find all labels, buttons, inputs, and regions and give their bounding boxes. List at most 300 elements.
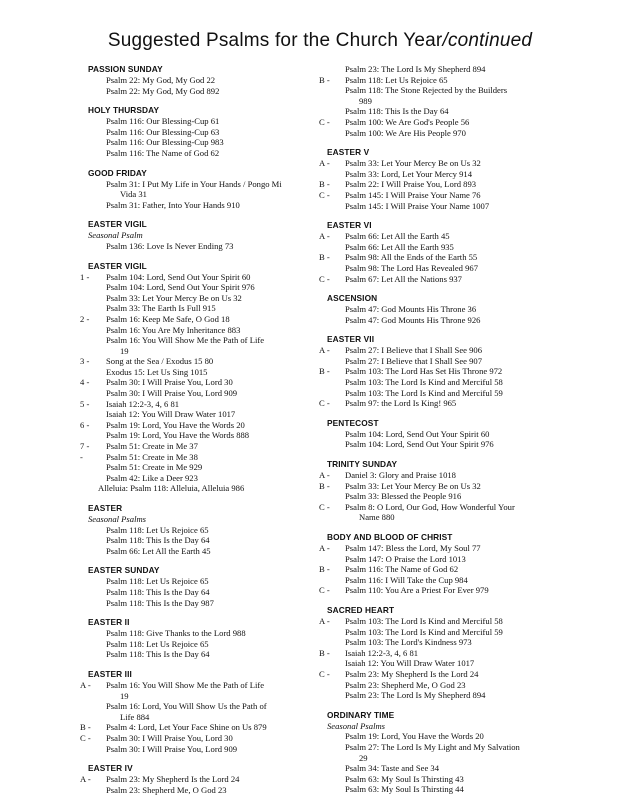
psalm-entry bbox=[88, 127, 316, 138]
entry-marker: A - bbox=[319, 470, 330, 481]
entry-text: Psalm 31: I Put My Life in Your Hands / Pongo Mi bbox=[106, 178, 282, 189]
entry-text: Psalm 16: Keep Me Safe, O God 18 bbox=[106, 313, 230, 324]
psalm-entry bbox=[319, 189, 587, 201]
entry-marker bbox=[88, 179, 106, 190]
entry-text: Psalm 22: My God, My God 892 bbox=[106, 85, 220, 96]
psalm-entry bbox=[327, 637, 587, 648]
psalm-section bbox=[88, 168, 316, 211]
entry-text: Psalm 27: I Believe that I Shall See 907 bbox=[345, 355, 483, 366]
entry-marker bbox=[88, 691, 112, 702]
entry-text: Psalm 22: I Will Praise You, Lord 893 bbox=[345, 179, 477, 190]
psalm-entry bbox=[319, 501, 587, 513]
entry-marker bbox=[327, 106, 345, 117]
entry-marker bbox=[88, 137, 106, 148]
entry-text: Psalm 51: Create in Me 37 bbox=[106, 441, 198, 452]
entry-text: Psalm 66: Let All the Earth 45 bbox=[106, 545, 211, 556]
psalm-entry bbox=[319, 470, 587, 481]
section-heading: BODY AND BLOOD OF CHRIST bbox=[327, 532, 453, 542]
psalm-entry bbox=[88, 388, 316, 399]
entry-marker bbox=[88, 200, 106, 211]
entry-marker bbox=[327, 64, 345, 75]
psalm-section bbox=[88, 105, 316, 158]
psalm-entry bbox=[319, 543, 587, 554]
entry-text: Psalm 66: Let All the Earth 45 bbox=[345, 231, 450, 242]
section-heading: PENTECOST bbox=[327, 417, 379, 428]
entry-marker bbox=[88, 649, 106, 660]
entry-marker bbox=[327, 774, 345, 785]
psalm-section bbox=[88, 565, 316, 608]
entry-text: Psalm 116: The Name of God 62 bbox=[345, 564, 459, 575]
entry-text: Psalm 118: This Is the Day 64 bbox=[106, 586, 210, 597]
entry-text: Psalm 23: My Shepherd Is the Lord 24 bbox=[106, 774, 240, 785]
entry-marker bbox=[88, 388, 106, 399]
psalm-section bbox=[319, 147, 587, 211]
psalm-entry bbox=[327, 731, 587, 742]
entry-marker: A - bbox=[80, 679, 91, 690]
psalm-entry bbox=[88, 462, 316, 473]
psalm-entry bbox=[319, 615, 587, 627]
entry-text: Life 884 bbox=[120, 711, 150, 722]
entry-marker bbox=[327, 658, 345, 669]
right-column bbox=[319, 64, 587, 804]
psalm-entry bbox=[327, 377, 587, 388]
psalm-entry bbox=[319, 231, 587, 242]
psalm-entry bbox=[327, 64, 587, 75]
entry-text: Psalm 30: I Will Praise You, Lord 30 bbox=[106, 377, 233, 388]
entry-text: Psalm 116: Our Blessing-Cup 983 bbox=[106, 137, 224, 148]
entry-marker bbox=[88, 325, 106, 336]
section-heading: HOLY THURSDAY bbox=[88, 105, 160, 116]
entry-text: Psalm 47: God Mounts His Throne 926 bbox=[345, 314, 481, 325]
entry-marker: B - bbox=[319, 179, 330, 190]
psalm-entry bbox=[327, 96, 587, 107]
entry-marker: B - bbox=[319, 647, 330, 658]
psalm-entry bbox=[88, 701, 316, 712]
psalm-entry bbox=[319, 480, 587, 492]
entry-marker bbox=[88, 409, 106, 420]
entry-marker bbox=[327, 491, 345, 502]
section-heading: TRINITY SUNDAY bbox=[327, 459, 398, 470]
entry-marker bbox=[88, 473, 106, 484]
psalm-entry bbox=[88, 639, 316, 650]
entry-text: Psalm 103: The Lord's Kindness 973 bbox=[345, 637, 472, 648]
psalm-entry bbox=[88, 525, 316, 536]
section-heading: ASCENSION bbox=[327, 293, 378, 304]
entry-marker bbox=[88, 241, 106, 252]
psalm-entry bbox=[80, 722, 316, 733]
psalm-entry bbox=[327, 690, 587, 701]
entry-text: Psalm 118: This Is the Day 64 bbox=[345, 106, 449, 117]
psalm-section bbox=[319, 220, 587, 284]
psalm-entry bbox=[88, 744, 316, 755]
entry-marker: C - bbox=[80, 732, 91, 743]
psalm-section bbox=[319, 64, 587, 138]
entry-marker bbox=[88, 525, 106, 536]
entry-text: Psalm 51: Create in Me 929 bbox=[106, 462, 203, 473]
entry-marker: A - bbox=[319, 543, 330, 553]
entry-marker bbox=[327, 388, 345, 399]
psalm-section bbox=[319, 334, 587, 409]
psalm-entry bbox=[88, 535, 316, 546]
page-title bbox=[0, 30, 640, 52]
psalm-entry bbox=[88, 303, 316, 314]
entry-text: 19 bbox=[120, 345, 129, 356]
entry-text: Psalm 23: Shepherd Me, O God 23 bbox=[345, 679, 466, 690]
entry-marker bbox=[88, 335, 106, 346]
psalm-entry bbox=[88, 75, 316, 86]
entry-text: Psalm 67: Let All the Nations 937 bbox=[345, 273, 462, 284]
psalm-entry bbox=[88, 587, 316, 598]
entry-text: Psalm 31: Father, Into Your Hands 910 bbox=[106, 199, 240, 210]
psalm-section bbox=[80, 763, 316, 795]
entry-marker: C - bbox=[319, 189, 330, 200]
entry-marker: 4 - bbox=[80, 377, 90, 388]
psalm-section bbox=[327, 710, 587, 795]
psalm-entry bbox=[88, 628, 316, 639]
entry-marker: B - bbox=[319, 74, 330, 85]
entry-text: Psalm 19: Lord, You Have the Words 888 bbox=[106, 430, 250, 441]
psalm-entry bbox=[327, 774, 587, 785]
psalm-entry bbox=[80, 377, 316, 388]
entry-text: Psalm 19: Lord, You Have the Words 20 bbox=[345, 731, 484, 742]
entry-text: Psalm 66: Let All the Earth 935 bbox=[345, 241, 454, 252]
entry-text: Psalm 63: My Soul Is Thirsting 43 bbox=[345, 773, 464, 784]
psalm-entry bbox=[88, 200, 316, 211]
section-heading: EASTER III bbox=[88, 668, 132, 679]
entry-marker: B - bbox=[319, 252, 330, 263]
entry-marker: A - bbox=[80, 774, 91, 785]
entry-text: Psalm 23: The Lord Is My Shepherd 894 bbox=[345, 690, 486, 701]
psalm-entry bbox=[88, 179, 316, 190]
entry-text: Psalm 51: Create in Me 38 bbox=[106, 451, 198, 462]
psalm-entry bbox=[319, 158, 587, 169]
psalm-entry bbox=[88, 576, 316, 587]
section-heading: ORDINARY TIME bbox=[327, 709, 395, 720]
entry-marker bbox=[88, 303, 106, 314]
section-heading: EASTER VIGIL bbox=[88, 260, 147, 271]
entry-marker: 2 - bbox=[80, 313, 90, 324]
psalm-entry bbox=[319, 345, 587, 356]
psalm-entry bbox=[327, 784, 587, 795]
entry-marker: A - bbox=[319, 231, 330, 242]
entry-marker: 5 - bbox=[80, 398, 90, 409]
entry-marker bbox=[88, 701, 106, 712]
psalm-entry bbox=[327, 680, 587, 691]
entry-text: Psalm 33: Let Your Mercy Be on Us 32 bbox=[345, 158, 481, 169]
entry-marker bbox=[88, 587, 106, 598]
psalm-entry bbox=[319, 668, 587, 680]
entry-text: Name 880 bbox=[359, 512, 395, 523]
psalm-section bbox=[319, 604, 587, 701]
psalm-entry bbox=[88, 116, 316, 127]
psalm-entry bbox=[327, 627, 587, 638]
section-heading: EASTER IV bbox=[88, 763, 133, 774]
entry-text: Psalm 147: O Praise the Lord 1013 bbox=[345, 553, 466, 564]
entry-text: 989 bbox=[359, 95, 372, 106]
psalm-entry bbox=[327, 753, 587, 764]
entry-marker bbox=[327, 637, 345, 648]
psalm-entry bbox=[88, 189, 316, 200]
entry-text: Exodus 15: Let Us Sing 1015 bbox=[106, 366, 208, 377]
entry-marker: B - bbox=[80, 722, 91, 733]
entry-text: Psalm 23: My Shepherd Is the Lord 24 bbox=[345, 668, 479, 679]
psalm-section bbox=[319, 532, 587, 596]
psalm-entry bbox=[80, 679, 316, 691]
section-heading: EASTER VIGIL bbox=[88, 219, 147, 230]
entry-text: Psalm 33: Let Your Mercy Be on Us 32 bbox=[345, 480, 481, 491]
psalm-entry bbox=[88, 546, 316, 557]
entry-text: Psalm 103: The Lord Is Kind and Merciful 59 bbox=[345, 626, 503, 637]
entry-marker: C - bbox=[319, 273, 330, 284]
entry-text: Psalm 63: My Soul Is Thirsting 44 bbox=[345, 784, 464, 795]
entry-marker: B - bbox=[319, 366, 330, 377]
entry-text: Psalm 145: I Will Praise Your Name 76 bbox=[345, 189, 481, 200]
entry-marker bbox=[327, 554, 345, 565]
entry-text: Psalm 118: The Stone Rejected by the Builders bbox=[345, 85, 508, 96]
entry-text: Psalm 116: Our Blessing-Cup 61 bbox=[106, 116, 220, 127]
entry-marker bbox=[327, 680, 345, 691]
psalm-section bbox=[88, 64, 316, 96]
entry-text: Psalm 147: Bless the Lord, My Soul 77 bbox=[345, 543, 481, 553]
psalm-entry bbox=[319, 116, 587, 128]
entry-text: Psalm 118: Let Us Rejoice 65 bbox=[106, 638, 209, 649]
entry-marker bbox=[327, 96, 351, 107]
entry-text: Psalm 100: We Are His People 970 bbox=[345, 127, 466, 138]
entry-marker bbox=[88, 148, 106, 159]
entry-text: Isaiah 12:2-3, 4, 6 81 bbox=[106, 398, 180, 409]
section-heading: SACRED HEART bbox=[327, 604, 395, 615]
psalm-entry bbox=[327, 742, 587, 753]
psalm-entry bbox=[327, 128, 587, 139]
entry-marker bbox=[327, 575, 345, 586]
psalm-entry bbox=[88, 483, 316, 494]
psalm-section bbox=[88, 503, 316, 556]
entry-text: Psalm 42: Like a Deer 923 bbox=[106, 472, 198, 483]
entry-text: Psalm 30: I Will Praise You, Lord 30 bbox=[106, 732, 233, 743]
psalm-entry bbox=[327, 242, 587, 253]
entry-marker bbox=[88, 189, 112, 200]
entry-text: Psalm 104: Lord, Send Out Your Spirit 60 bbox=[345, 428, 490, 439]
psalm-entry bbox=[327, 388, 587, 399]
entry-marker: C - bbox=[319, 585, 330, 596]
entry-marker: C - bbox=[319, 398, 330, 409]
entry-marker: C - bbox=[319, 501, 330, 512]
entry-marker bbox=[327, 169, 345, 180]
psalm-entry bbox=[327, 658, 587, 669]
psalm-entry bbox=[80, 419, 316, 431]
psalm-entry bbox=[80, 271, 316, 283]
entry-marker bbox=[327, 512, 351, 523]
psalm-entry bbox=[327, 304, 587, 315]
psalm-section bbox=[327, 293, 587, 325]
entry-marker bbox=[327, 731, 345, 742]
entry-marker: C - bbox=[319, 668, 330, 679]
psalm-entry bbox=[80, 313, 316, 325]
entry-text: Psalm 34: Taste and See 34 bbox=[345, 763, 439, 774]
section-heading: PASSION SUNDAY bbox=[88, 64, 163, 74]
psalm-entry bbox=[88, 137, 316, 148]
psalm-entry bbox=[319, 252, 587, 263]
psalm-entry bbox=[80, 732, 316, 744]
entry-text: Psalm 110: You Are a Priest For Ever 979 bbox=[345, 585, 489, 596]
entry-marker bbox=[327, 315, 345, 326]
entry-text: Psalm 118: This Is the Day 64 bbox=[106, 535, 210, 546]
entry-marker bbox=[88, 367, 106, 378]
entry-marker bbox=[88, 598, 106, 609]
psalm-entry bbox=[327, 439, 587, 450]
entry-text: Psalm 47: God Mounts His Throne 36 bbox=[345, 304, 477, 315]
psalm-section bbox=[80, 668, 316, 754]
entry-marker bbox=[327, 128, 345, 139]
psalm-entry bbox=[327, 315, 587, 326]
entry-marker bbox=[88, 293, 106, 304]
entry-marker bbox=[88, 712, 112, 723]
entry-text: Psalm 33: Let Your Mercy Be on Us 32 bbox=[106, 292, 242, 303]
entry-text: Psalm 116: I Will Take the Cup 984 bbox=[345, 574, 468, 585]
psalm-entry bbox=[319, 647, 587, 659]
entry-marker bbox=[88, 430, 106, 441]
entry-text: Psalm 118: Let Us Rejoice 65 bbox=[106, 576, 209, 587]
psalm-entry bbox=[88, 293, 316, 304]
entry-text: Alleluia: Psalm 118: Alleluia, Alleluia 986 bbox=[98, 483, 245, 494]
entry-marker: C - bbox=[319, 116, 330, 127]
psalm-entry bbox=[319, 74, 587, 86]
psalm-section bbox=[88, 219, 316, 251]
psalm-entry bbox=[88, 367, 316, 378]
psalm-entry bbox=[80, 774, 316, 785]
entry-text: Psalm 104: Lord, Send Out Your Spirit 976 bbox=[345, 439, 494, 450]
entry-text: Psalm 100: We Are God's People 56 bbox=[345, 116, 470, 127]
entry-marker bbox=[88, 282, 106, 293]
entry-marker: 3 - bbox=[80, 356, 90, 367]
entry-text: Psalm 136: Love Is Never Ending 73 bbox=[106, 240, 234, 251]
page-title-continued: /continued bbox=[442, 30, 533, 51]
psalm-entry bbox=[319, 366, 587, 377]
entry-marker bbox=[327, 201, 345, 212]
entry-marker bbox=[327, 304, 345, 315]
psalm-entry bbox=[319, 398, 587, 409]
section-heading: EASTER VI bbox=[327, 220, 372, 231]
entry-text: Song at the Sea / Exodus 15 80 bbox=[106, 356, 214, 367]
entry-text: Psalm 23: The Lord Is My Shepherd 894 bbox=[345, 64, 486, 74]
psalm-entry bbox=[327, 263, 587, 274]
psalm-entry bbox=[88, 282, 316, 293]
entry-marker bbox=[327, 429, 345, 440]
psalm-entry bbox=[88, 335, 316, 346]
entry-text: Psalm 16: You Will Show Me the Path of Life bbox=[106, 335, 265, 346]
section-subheading: Seasonal Psalms bbox=[88, 514, 147, 524]
entry-marker bbox=[88, 744, 106, 755]
entry-text: Psalm 23: Shepherd Me, O God 23 bbox=[106, 784, 227, 795]
entry-marker bbox=[88, 127, 106, 138]
entry-marker bbox=[327, 690, 345, 701]
entry-text: Psalm 103: The Lord Is Kind and Merciful 59 bbox=[345, 387, 503, 398]
psalm-entry bbox=[319, 273, 587, 285]
psalm-entry bbox=[327, 554, 587, 565]
psalm-entry bbox=[88, 241, 316, 252]
entry-marker: 6 - bbox=[80, 419, 90, 430]
entry-text: Psalm 27: I Believe that I Shall See 906 bbox=[345, 345, 483, 356]
psalm-entry bbox=[80, 451, 316, 463]
entry-text: Psalm 33: The Earth Is Full 915 bbox=[106, 303, 216, 314]
entry-marker bbox=[88, 346, 112, 357]
entry-marker bbox=[88, 576, 106, 587]
entry-text: Psalm 33: Blessed the People 916 bbox=[345, 491, 462, 502]
entry-text: Psalm 16: Lord, You Will Show Us the Path of bbox=[106, 701, 267, 712]
entry-marker bbox=[327, 356, 345, 367]
entry-marker bbox=[88, 628, 106, 639]
entry-text: Psalm 103: The Lord Is Kind and Merciful 58 bbox=[345, 377, 503, 388]
entry-text: Daniel 3: Glory and Praise 1018 bbox=[345, 470, 456, 481]
psalm-entry bbox=[327, 201, 587, 212]
entry-text: Psalm 4: Lord, Let Your Face Shine on Us 879 bbox=[106, 722, 267, 733]
psalm-entry bbox=[80, 356, 316, 367]
psalm-entry bbox=[327, 763, 587, 774]
entry-marker: 1 - bbox=[80, 271, 90, 282]
entry-text: Psalm 145: I Will Praise Your Name 1007 bbox=[345, 200, 490, 211]
entry-text: Psalm 118: Give Thanks to the Lord 988 bbox=[106, 628, 246, 639]
psalm-entry bbox=[327, 429, 587, 440]
entry-text: Isaiah 12: You Will Draw Water 1017 bbox=[345, 658, 475, 669]
psalm-section bbox=[319, 459, 587, 523]
entry-text: Psalm 103: The Lord Has Set His Throne 972 bbox=[345, 366, 503, 377]
entry-marker bbox=[88, 785, 106, 796]
entry-text: Psalm 104: Lord, Send Out Your Spirit 60 bbox=[106, 271, 251, 282]
entry-marker bbox=[327, 784, 345, 795]
entry-text: Psalm 19: Lord, You Have the Words 20 bbox=[106, 419, 245, 430]
entry-text: Isaiah 12: You Will Draw Water 1017 bbox=[106, 409, 236, 420]
psalm-section bbox=[327, 418, 587, 450]
entry-marker: A - bbox=[319, 158, 330, 169]
entry-text: Isaiah 12:2-3, 4, 6 81 bbox=[345, 647, 419, 658]
entry-marker bbox=[88, 639, 106, 650]
entry-text: Psalm 98: All the Ends of the Earth 55 bbox=[345, 252, 478, 263]
page-title-main: Suggested Psalms for the Church Year bbox=[107, 30, 443, 51]
section-heading: EASTER V bbox=[327, 147, 370, 158]
entry-text: Psalm 27: The Lord Is My Light and My Salvation bbox=[345, 741, 520, 752]
entry-marker: 7 - bbox=[80, 441, 90, 452]
psalm-entry bbox=[327, 512, 587, 523]
psalm-entry bbox=[88, 473, 316, 484]
entry-text: Psalm 103: The Lord Is Kind and Merciful 58 bbox=[345, 615, 503, 626]
entry-marker: B - bbox=[319, 564, 330, 575]
psalm-entry bbox=[327, 575, 587, 586]
psalm-entry bbox=[327, 106, 587, 117]
entry-marker bbox=[88, 86, 106, 97]
section-heading: GOOD FRIDAY bbox=[88, 167, 147, 178]
psalm-entry bbox=[80, 441, 316, 452]
entry-text: Psalm 16: You Are My Inheritance 883 bbox=[106, 324, 241, 335]
entry-marker: A - bbox=[319, 615, 330, 626]
psalm-entry bbox=[88, 691, 316, 702]
section-heading: EASTER VII bbox=[327, 334, 375, 345]
left-column bbox=[80, 64, 316, 804]
psalm-entry bbox=[88, 409, 316, 420]
entry-marker bbox=[88, 483, 98, 494]
psalm-entry bbox=[327, 491, 587, 502]
section-heading: EASTER II bbox=[88, 617, 130, 628]
psalm-section bbox=[88, 617, 316, 660]
psalm-entry bbox=[88, 785, 316, 796]
entry-text: Psalm 97: the Lord Is King! 965 bbox=[345, 398, 457, 409]
section-heading: EASTER SUNDAY bbox=[88, 565, 160, 576]
psalm-entry bbox=[88, 86, 316, 97]
psalm-entry bbox=[319, 585, 587, 596]
entry-marker bbox=[327, 627, 345, 638]
section-subheading: Seasonal Psalm bbox=[88, 230, 143, 241]
psalm-entry bbox=[88, 649, 316, 660]
psalm-entry bbox=[327, 85, 587, 96]
